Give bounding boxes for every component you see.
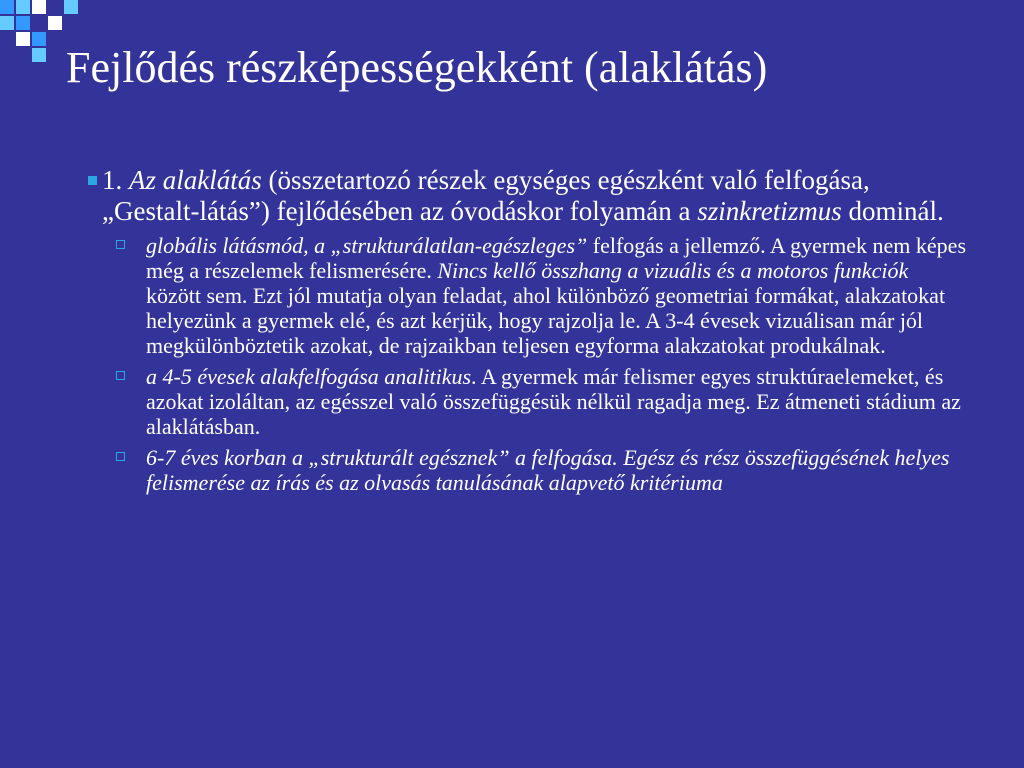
decor-square <box>16 32 30 46</box>
decor-square <box>0 16 14 30</box>
bullet-term: Az alaklátás <box>129 165 262 195</box>
sub-text: között sem. Ezt jól mutatja olyan feladat, ahol különböző geometriai formákat, alakzatokat helyezünk a gyermek elé, és azt kérjük, hogy rajzolja le. A 3-4 évesek vizuálisan már jól megkülönböztetik azokat, de rajzaikban teljesen egyforma alakzatokat produkálnak. <box>146 283 946 358</box>
main-bullet <box>90 165 970 227</box>
slide-content <box>90 165 970 501</box>
hollow-square-bullet-icon <box>116 240 125 249</box>
sub-bullet-item <box>90 445 966 495</box>
decor-square <box>64 0 78 14</box>
decor-square <box>32 32 46 46</box>
hollow-square-bullet-icon <box>116 371 125 380</box>
decor-square <box>32 0 46 14</box>
sub-italic: a 4-5 évesek alakfelfogása analitikus <box>146 364 472 389</box>
sub-text: felfogás a jellemző. A gyermek nem képes még a részelemek felismerésére. <box>146 233 967 283</box>
decor-square <box>16 16 30 30</box>
decor-square <box>32 48 46 62</box>
sub-bullet-list <box>90 233 970 495</box>
sub-italic: 6-7 éves korban a „strukturált egésznek” a felfogása. Egész és rész összefüggésének helyes felismerése az írás és az olvasás tanulásának alapvető kritériuma <box>146 445 950 495</box>
slide-title: Fejlődés részképességekként (alaklátás) <box>66 43 768 92</box>
sub-italic: Nincs kellő összhang a vizuális és a motoros funkciók <box>437 258 909 283</box>
bullet-text: (összetartozó részek egységes egészként való felfogása, „Gestalt-látás”) fejlődésében az óvodáskor folyamán a <box>102 165 870 226</box>
decor-square <box>16 0 30 14</box>
hollow-square-bullet-icon <box>116 452 125 461</box>
decor-square <box>48 16 62 30</box>
square-bullet-icon <box>88 176 97 185</box>
sub-text: . A gyermek már felismer egyes struktúraelemeket, és azokat izoláltan, az egésszel való összefüggésük nélkül ragadja meg. Ez átmeneti stádium az alaklátásban. <box>146 364 961 439</box>
sub-bullet-item <box>90 364 966 439</box>
bullet-term-2: szinkretizmus <box>697 196 842 226</box>
sub-bullet-item <box>90 233 966 358</box>
bullet-prefix: 1. <box>102 165 129 195</box>
bullet-text-end: dominál. <box>841 196 944 226</box>
decor-square <box>0 0 14 14</box>
sub-italic: globális látásmód, a „strukturálatlan-egészleges” <box>146 233 588 258</box>
